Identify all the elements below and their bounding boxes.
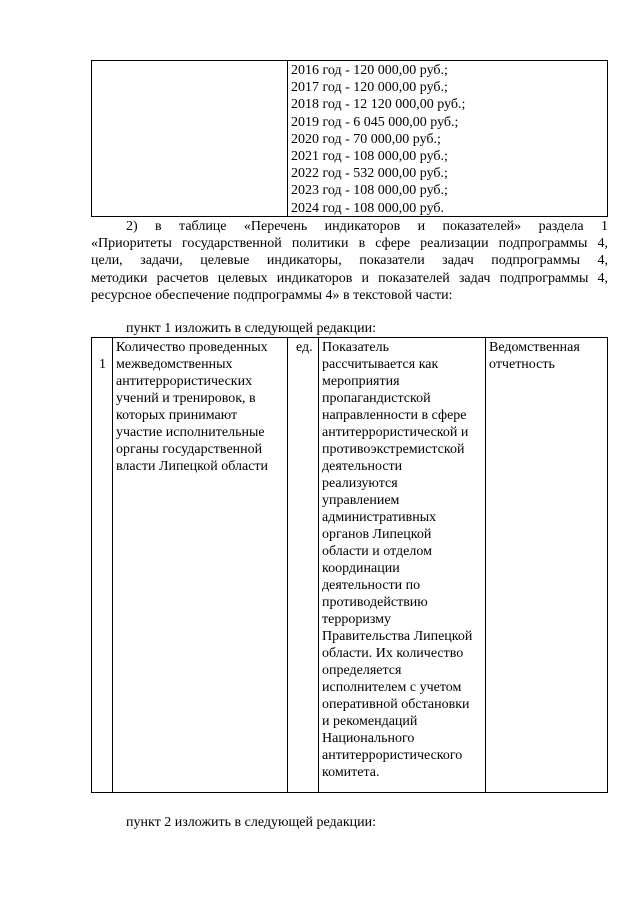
- funding-line: 2022 год - 532 000,00 руб.;: [291, 166, 448, 182]
- description-line: антитеррористического: [322, 748, 463, 763]
- description-line: деятельности: [322, 459, 403, 474]
- funding-line: 2018 год - 12 120 000,00 руб.;: [291, 97, 466, 113]
- column-divider: [485, 338, 486, 792]
- indicator-name-line: антитеррористических: [116, 374, 253, 389]
- funding-lines: [291, 62, 605, 217]
- paragraph-line: цели, задачи, целевые индикаторы, показатели задач подпрограммы 4,: [91, 253, 608, 269]
- item1-intro: пункт 1 изложить в следующей редакции:: [126, 321, 376, 336]
- unit-cell: ед.: [296, 340, 313, 355]
- description-line: антитеррористической и: [322, 425, 469, 440]
- paragraph-line: методики расчетов целевых индикаторов и показателей задач подпрограммы 4,: [91, 270, 608, 286]
- description-line: органов Липецкой: [322, 527, 432, 542]
- funding-line: 2023 год - 108 000,00 руб.;: [291, 183, 448, 199]
- description-line: мероприятия: [322, 374, 400, 389]
- description-line: терроризму: [322, 612, 392, 627]
- funding-line: 2024 год - 108 000,00 руб.: [291, 200, 445, 216]
- paragraph-line: «Приоритеты государственной политики в сфере реализации подпрограммы 4,: [91, 236, 608, 252]
- indicator-name-line: Количество проведенных: [116, 340, 268, 355]
- description-line: оперативной обстановки: [322, 697, 470, 712]
- description-line: направленности в сфере: [322, 408, 467, 423]
- indicator-name-line: власти Липецкой области: [116, 459, 269, 474]
- description-line: координации: [322, 561, 400, 576]
- paragraph-line: 2) в таблице «Перечень индикаторов и показателей» раздела 1: [126, 219, 608, 234]
- description-line: Национального: [322, 731, 415, 746]
- row-number: 1: [99, 357, 106, 372]
- amendment-paragraph: [91, 218, 608, 304]
- indicator-name-line: органы государственной: [116, 442, 263, 457]
- description-line: противоэкстремистской: [322, 442, 465, 457]
- description-line: противодействию: [322, 595, 428, 610]
- column-divider: [287, 338, 288, 792]
- funding-line: 2021 год - 108 000,00 руб.;: [291, 149, 448, 165]
- description-line: исполнителем с учетом: [322, 680, 462, 695]
- data-source: [489, 339, 580, 373]
- column-divider: [318, 338, 319, 792]
- funding-line: 2017 год - 120 000,00 руб.;: [291, 80, 448, 96]
- indicator-name-line: которых принимают: [116, 408, 238, 423]
- description-line: пропагандистской: [322, 391, 431, 406]
- description-line: области и отделом: [322, 544, 432, 559]
- description-line: области. Их количество: [322, 646, 464, 661]
- indicator-name-line: межведомственных: [116, 357, 233, 372]
- source-line: отчетность: [489, 357, 555, 372]
- description-line: Показатель: [322, 340, 389, 355]
- funding-line: 2019 год - 6 045 000,00 руб.;: [291, 114, 459, 130]
- description-line: рассчитывается как: [322, 357, 439, 372]
- description-line: деятельности по: [322, 578, 421, 593]
- description-line: комитета.: [322, 765, 380, 780]
- funding-line: 2020 год - 70 000,00 руб.;: [291, 131, 441, 147]
- table-divider: [287, 61, 288, 216]
- indicator-name-line: участие исполнительные: [116, 425, 265, 440]
- indicator-name-line: учений и тренировок, в: [116, 391, 256, 406]
- description-line: реализуются: [322, 476, 398, 491]
- description-line: административных: [322, 510, 437, 525]
- item2-intro: пункт 2 изложить в следующей редакции:: [126, 815, 376, 830]
- description-line: и рекомендаций: [322, 714, 418, 729]
- description-line: определяется: [322, 663, 402, 678]
- funding-table: [91, 60, 608, 217]
- indicator-description: [322, 339, 472, 781]
- paragraph-line: ресурсное обеспечение подпрограммы 4» в текстовой части:: [91, 287, 453, 303]
- column-divider: [112, 338, 113, 792]
- indicator-name: [116, 339, 268, 475]
- funding-line: 2016 год - 120 000,00 руб.;: [291, 63, 448, 78]
- indicator-table: [91, 337, 608, 793]
- description-line: управлением: [322, 493, 400, 508]
- source-line: Ведомственная: [489, 340, 580, 355]
- description-line: Правительства Липецкой: [322, 629, 473, 644]
